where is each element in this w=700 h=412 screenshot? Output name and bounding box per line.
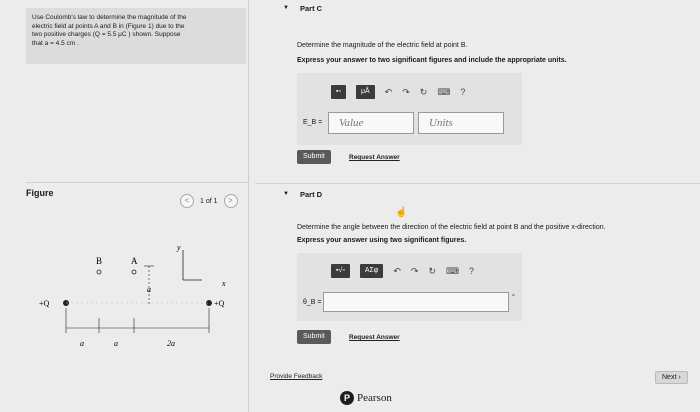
part-c-var-label: E_B = [303, 119, 323, 126]
charge-right-label: +Q [214, 299, 225, 308]
axis-y-label: y [177, 243, 181, 252]
figure-label: Figure [26, 188, 54, 198]
help-icon[interactable]: ? [460, 87, 466, 97]
part-c-submit-button[interactable]: Submit [297, 150, 331, 164]
help-icon[interactable]: ? [469, 266, 475, 276]
problem-line: Use Coulomb's law to determine the magnitude of the [32, 14, 187, 21]
redo-icon[interactable]: ↷ [410, 265, 419, 276]
cursor-hand-icon: ☝ [395, 207, 408, 218]
template-button[interactable]: ▪▫ [331, 85, 346, 99]
part-c-instruction: Express your answer to two significant figures and include the appropriate units. [297, 57, 567, 64]
units-button[interactable]: μÅ [356, 85, 375, 99]
part-d-title: Part D [300, 190, 323, 199]
charge-left-label: +Q [39, 299, 50, 308]
part-c-question: Determine the magnitude of the electric field at point B. [297, 42, 468, 49]
value-input[interactable] [328, 112, 414, 134]
problem-line: two positive charges (Q = 5.5 μC ) shown. Suppose [32, 31, 181, 38]
point-a-label: A [131, 256, 138, 266]
reset-icon[interactable]: ↻ [428, 265, 436, 276]
dim-a-1: a [80, 339, 84, 348]
keyboard-icon[interactable]: ⌨ [437, 86, 451, 97]
problem-line: that a = 4.5 cm . [32, 39, 79, 47]
pager-text: 1 of 1 [200, 197, 218, 205]
collapse-part-d-icon[interactable]: ▼ [283, 191, 289, 197]
symbols-button[interactable]: ΑΣφ [360, 264, 384, 278]
pearson-brand [340, 391, 392, 405]
dim-a-vertical: a [147, 285, 151, 294]
keyboard-icon[interactable]: ⌨ [446, 265, 459, 276]
undo-icon[interactable]: ↶ [384, 86, 393, 97]
figure-pager [180, 194, 238, 208]
column-divider [248, 0, 249, 412]
part-c-toolbar [331, 85, 465, 99]
part-d-request-answer-link[interactable]: Request Answer [349, 334, 400, 341]
part-d-question: Determine the angle between the direction of the electric field at point B and the positive x-direction. [297, 224, 606, 231]
angle-input[interactable] [323, 292, 509, 312]
point-b-label: B [96, 256, 103, 266]
part-d-toolbar [331, 264, 474, 278]
section-divider [26, 182, 248, 183]
part-c-request-answer-link[interactable]: Request Answer [349, 154, 400, 161]
part-c-title: Part C [300, 4, 323, 13]
redo-icon[interactable]: ↷ [402, 86, 410, 97]
prev-figure-button[interactable]: < [180, 194, 194, 208]
problem-statement [26, 8, 246, 64]
dim-a-2: a [114, 339, 118, 348]
degree-symbol: ° [512, 294, 515, 301]
units-input[interactable] [418, 112, 504, 134]
axis-x-label: x [222, 279, 226, 288]
charge-diagram [26, 236, 248, 356]
template-button[interactable]: ▪√▫ [331, 264, 350, 278]
reset-icon[interactable]: ↻ [419, 86, 428, 97]
part-d-var-label: θ_B = [303, 299, 322, 306]
pearson-wordmark: Pearson [357, 392, 392, 404]
part-divider [255, 183, 700, 184]
provide-feedback-link[interactable]: Provide Feedback [270, 373, 323, 380]
point-b-dot [97, 270, 101, 274]
problem-line: electric field at points A and B in (Figure 1) due to the [32, 22, 185, 30]
pearson-logo-icon: P [340, 391, 354, 405]
dim-2a: 2a [167, 339, 175, 348]
part-d-instruction: Express your answer using two significant figures. [297, 237, 467, 244]
part-c-answer-box [297, 73, 522, 145]
next-figure-button[interactable]: > [224, 194, 238, 208]
next-button[interactable]: Next › [655, 371, 688, 384]
collapse-part-c-icon[interactable]: ▼ [283, 5, 289, 11]
point-a-dot [132, 270, 136, 274]
part-d-submit-button[interactable]: Submit [297, 330, 331, 344]
undo-icon[interactable]: ↶ [393, 265, 401, 276]
